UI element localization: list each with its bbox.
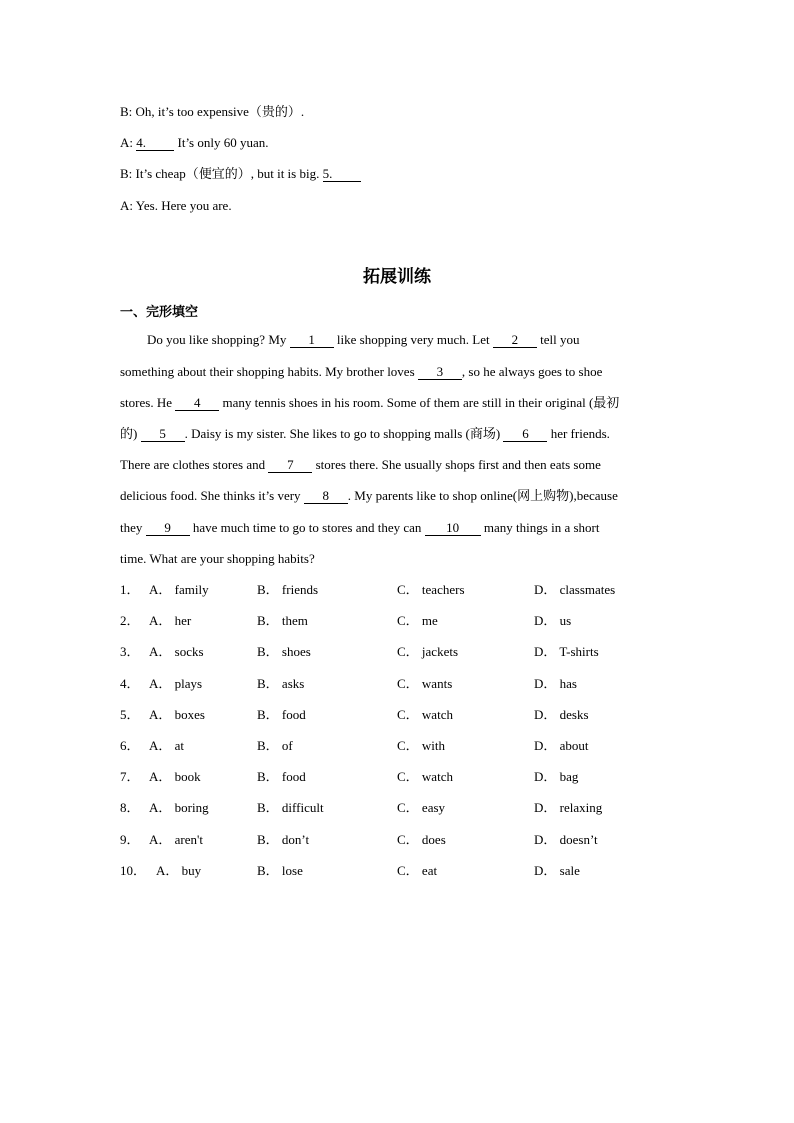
answer-option[interactable]: B． shoes xyxy=(257,644,311,659)
question-number: 4． xyxy=(120,676,140,691)
answer-option[interactable]: C． teachers xyxy=(397,582,465,597)
passage-line xyxy=(120,488,618,504)
passage-text: delicious food. She thinks it’s very xyxy=(120,488,304,503)
passage-line xyxy=(120,395,619,411)
question-number: 7． xyxy=(120,769,140,784)
answer-option[interactable]: C． eat xyxy=(397,863,438,878)
answer-option[interactable]: B． lose xyxy=(257,863,303,878)
section-title: 拓展训练 xyxy=(363,267,431,287)
dialogue-text: Oh, it’s too expensive（贵的）. xyxy=(135,104,305,119)
passage-text: like shopping very much. Let xyxy=(333,332,493,347)
passage-text: many tennis shoes in his room. Some of them are still in their original (最初 xyxy=(219,395,620,410)
answer-option[interactable]: A． buy xyxy=(156,863,202,878)
passage-text: 的) xyxy=(120,426,141,441)
passage-line xyxy=(147,332,579,348)
cloze-blank[interactable]: 5 xyxy=(141,427,185,442)
passage-text: . Daisy is my sister. She likes to go to shopping malls (商场) xyxy=(184,426,504,441)
answer-option[interactable]: D． classmates xyxy=(534,582,616,597)
passage-line xyxy=(120,457,601,473)
answer-option[interactable]: A． plays xyxy=(149,676,203,691)
cloze-blank[interactable]: 8 xyxy=(304,489,348,504)
answer-option[interactable]: B． asks xyxy=(257,676,305,691)
cloze-blank[interactable]: 6 xyxy=(503,427,547,442)
answer-option[interactable]: B． don’t xyxy=(257,832,310,847)
question-number: 1． xyxy=(120,582,140,597)
answer-option[interactable]: A． family xyxy=(149,582,209,597)
answer-option[interactable]: C． does xyxy=(397,832,446,847)
passage-text: . My parents like to shop online(网上购物),because xyxy=(347,488,618,503)
passage-text: her friends. xyxy=(547,426,610,441)
answer-option[interactable]: A． boxes xyxy=(149,707,205,722)
answer-option[interactable]: C． me xyxy=(397,613,438,628)
question-number: 5． xyxy=(120,707,140,722)
dialogue-line xyxy=(120,135,269,151)
speaker-label: A: xyxy=(120,135,133,150)
question-number: 10． xyxy=(120,863,147,878)
answer-option[interactable]: D． bag xyxy=(534,769,579,784)
answer-option[interactable]: D． sale xyxy=(534,863,580,878)
passage-text: have much time to go to stores and they can xyxy=(189,520,425,535)
answer-option[interactable]: A． at xyxy=(149,738,185,753)
cloze-blank[interactable]: 10 xyxy=(425,521,481,536)
cloze-blank[interactable]: 2 xyxy=(493,333,537,348)
question-number: 3． xyxy=(120,644,140,659)
dialogue-line xyxy=(120,198,232,214)
question-number: 2． xyxy=(120,613,140,628)
passage-text: time. What are your shopping habits? xyxy=(120,551,315,566)
dialogue-line xyxy=(120,166,361,182)
answer-blank[interactable]: 5. xyxy=(323,167,361,182)
question-number: 6． xyxy=(120,738,140,753)
answer-option[interactable]: D． about xyxy=(534,738,589,753)
answer-option[interactable]: C． wants xyxy=(397,676,453,691)
dialogue-text: It’s only 60 yuan. xyxy=(177,135,269,150)
passage-text: stores there. She usually shops first and then eats some xyxy=(312,457,601,472)
answer-option[interactable]: D． us xyxy=(534,613,572,628)
passage-text: There are clothes stores and xyxy=(120,457,269,472)
passage-text: , so he always goes to shoe xyxy=(461,364,603,379)
dialogue-text: It’s cheap（便宜的）, but it is big. xyxy=(135,166,320,181)
speaker-label: A: xyxy=(120,198,133,213)
answer-option[interactable]: D． doesn’t xyxy=(534,832,598,847)
cloze-blank[interactable]: 7 xyxy=(268,458,312,473)
answer-option[interactable]: B． of xyxy=(257,738,293,753)
answer-option[interactable]: C． easy xyxy=(397,800,446,815)
answer-option[interactable]: A． her xyxy=(149,613,192,628)
answer-option[interactable]: C． watch xyxy=(397,707,453,722)
cloze-blank[interactable]: 1 xyxy=(290,333,334,348)
cloze-blank[interactable]: 3 xyxy=(418,365,462,380)
cloze-blank[interactable]: 9 xyxy=(146,521,190,536)
passage-text: they xyxy=(120,520,146,535)
speaker-label: B: xyxy=(120,104,133,119)
answer-option[interactable]: C． jackets xyxy=(397,644,459,659)
answer-option[interactable]: A． aren't xyxy=(149,832,203,847)
section-subheading: 一、完形填空 xyxy=(120,305,199,320)
answer-option[interactable]: B． food xyxy=(257,769,306,784)
question-number: 8． xyxy=(120,800,140,815)
answer-option[interactable]: D． has xyxy=(534,676,577,691)
answer-option[interactable]: B． difficult xyxy=(257,800,324,815)
answer-option[interactable]: B． food xyxy=(257,707,306,722)
passage-line xyxy=(120,426,610,442)
answer-option[interactable]: A． boring xyxy=(149,800,209,815)
passage-text: Do you like shopping? My xyxy=(147,332,290,347)
answer-option[interactable]: A． socks xyxy=(149,644,204,659)
answer-option[interactable]: C． with xyxy=(397,738,446,753)
passage-text: stores. He xyxy=(120,395,176,410)
answer-blank[interactable]: 4. xyxy=(136,136,174,151)
passage-text: tell you xyxy=(536,332,580,347)
speaker-label: B: xyxy=(120,166,133,181)
question-number: 9． xyxy=(120,832,140,847)
answer-option[interactable]: B． them xyxy=(257,613,308,628)
answer-option[interactable]: D． relaxing xyxy=(534,800,603,815)
passage-text: something about their shopping habits. My brother loves xyxy=(120,364,418,379)
answer-option[interactable]: C． watch xyxy=(397,769,453,784)
answer-option[interactable]: D． T-shirts xyxy=(534,644,599,659)
answer-option[interactable]: B． friends xyxy=(257,582,319,597)
dialogue-text: Yes. Here you are. xyxy=(135,198,232,213)
answer-option[interactable]: A． book xyxy=(149,769,201,784)
passage-line xyxy=(120,551,315,567)
passage-line xyxy=(120,364,602,380)
passage-line xyxy=(120,520,599,536)
dialogue-line xyxy=(120,104,304,120)
cloze-blank[interactable]: 4 xyxy=(175,396,219,411)
answer-option[interactable]: D． desks xyxy=(534,707,589,722)
passage-text: many things in a short xyxy=(480,520,600,535)
